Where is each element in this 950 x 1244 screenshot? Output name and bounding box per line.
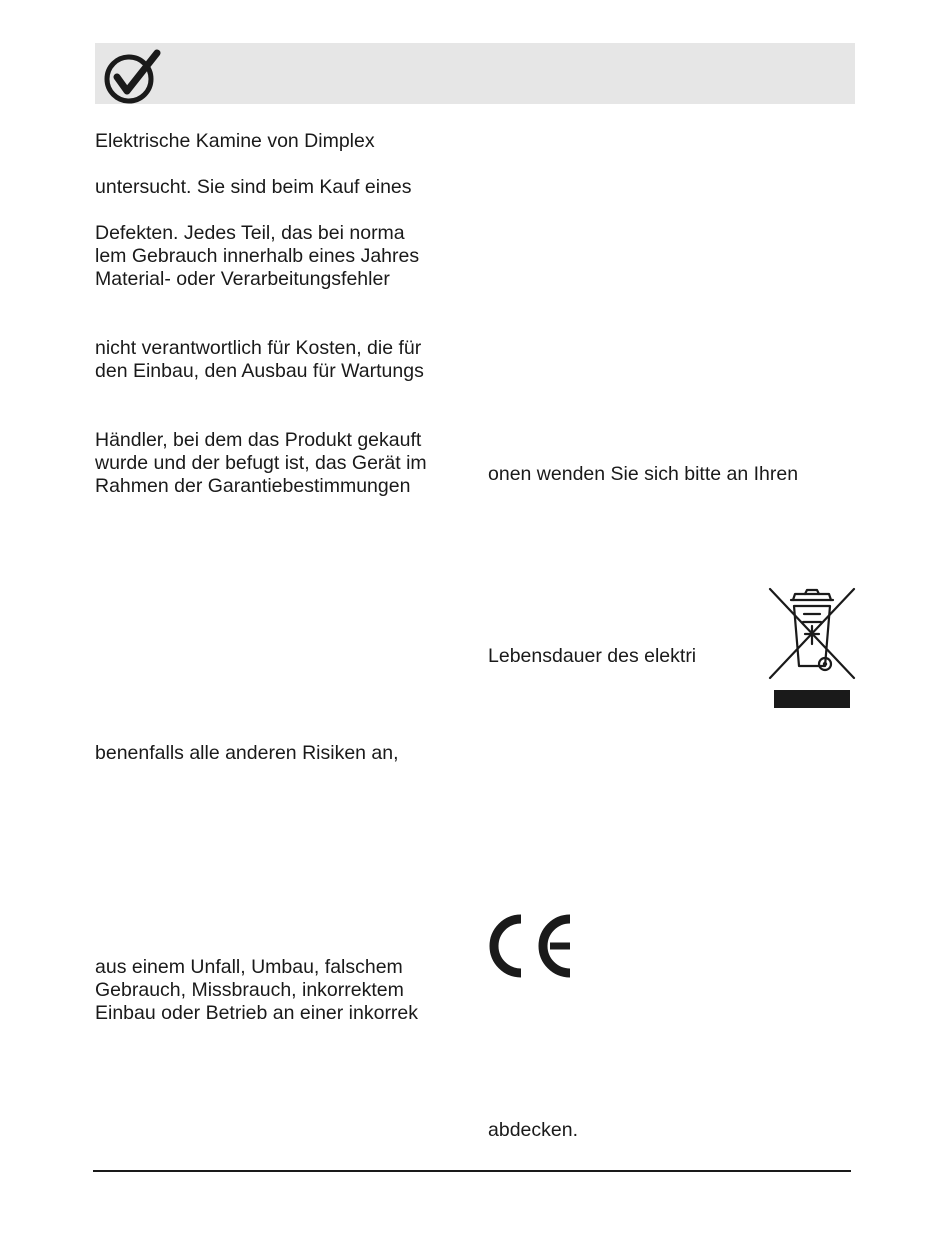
right-paragraph-3 xyxy=(488,1119,578,1142)
text-line: Händler, bei dem das Produkt gekauft xyxy=(95,429,422,451)
text-line: Einbau oder Betrieb an einer inkorrek xyxy=(95,1002,419,1024)
text-line: lem Gebrauch innerhalb eines Jahres xyxy=(95,245,420,267)
right-paragraph-1 xyxy=(488,463,798,486)
text-line: Rahmen der Garantiebestimmungen xyxy=(95,475,411,497)
crossed-out-wheelie-bin-icon xyxy=(767,586,857,710)
text-line: wurde und der befugt ist, das Gerät im xyxy=(95,452,427,474)
text-line: den Einbau, den Ausbau für Wartungs xyxy=(95,360,424,382)
ce-mark-icon xyxy=(488,913,576,979)
right-paragraph-2 xyxy=(488,645,696,668)
text-line: abdecken. xyxy=(488,1119,578,1141)
text-line: benenfalls alle anderen Risiken an, xyxy=(95,742,399,764)
text-line: Gebrauch, Missbrauch, inkorrektem xyxy=(95,979,404,1001)
left-paragraph-2 xyxy=(95,176,412,199)
left-paragraph-5 xyxy=(95,429,427,498)
left-paragraph-4 xyxy=(95,337,424,383)
text-line: nicht verantwortlich für Kosten, die für xyxy=(95,337,422,359)
checkmark-circle-icon xyxy=(103,49,163,105)
left-paragraph-1 xyxy=(95,130,375,153)
footer-divider xyxy=(93,1170,851,1172)
text-line: untersucht. Sie sind beim Kauf eines xyxy=(95,176,412,198)
text-line: Defekten. Jedes Teil, das bei norma xyxy=(95,222,405,244)
left-paragraph-7 xyxy=(95,956,418,1025)
text-line: Elektrische Kamine von Dimplex xyxy=(95,130,375,152)
left-paragraph-3 xyxy=(95,222,419,291)
text-line: onen wenden Sie sich bitte an Ihren xyxy=(488,463,799,485)
left-paragraph-6 xyxy=(95,742,399,765)
text-line: Material- oder Verarbeitungsfehler xyxy=(95,268,390,290)
header-bar xyxy=(95,43,855,104)
text-line: aus einem Unfall, Umbau, falschem xyxy=(95,956,403,978)
text-line: Lebensdauer des elektri xyxy=(488,645,697,667)
